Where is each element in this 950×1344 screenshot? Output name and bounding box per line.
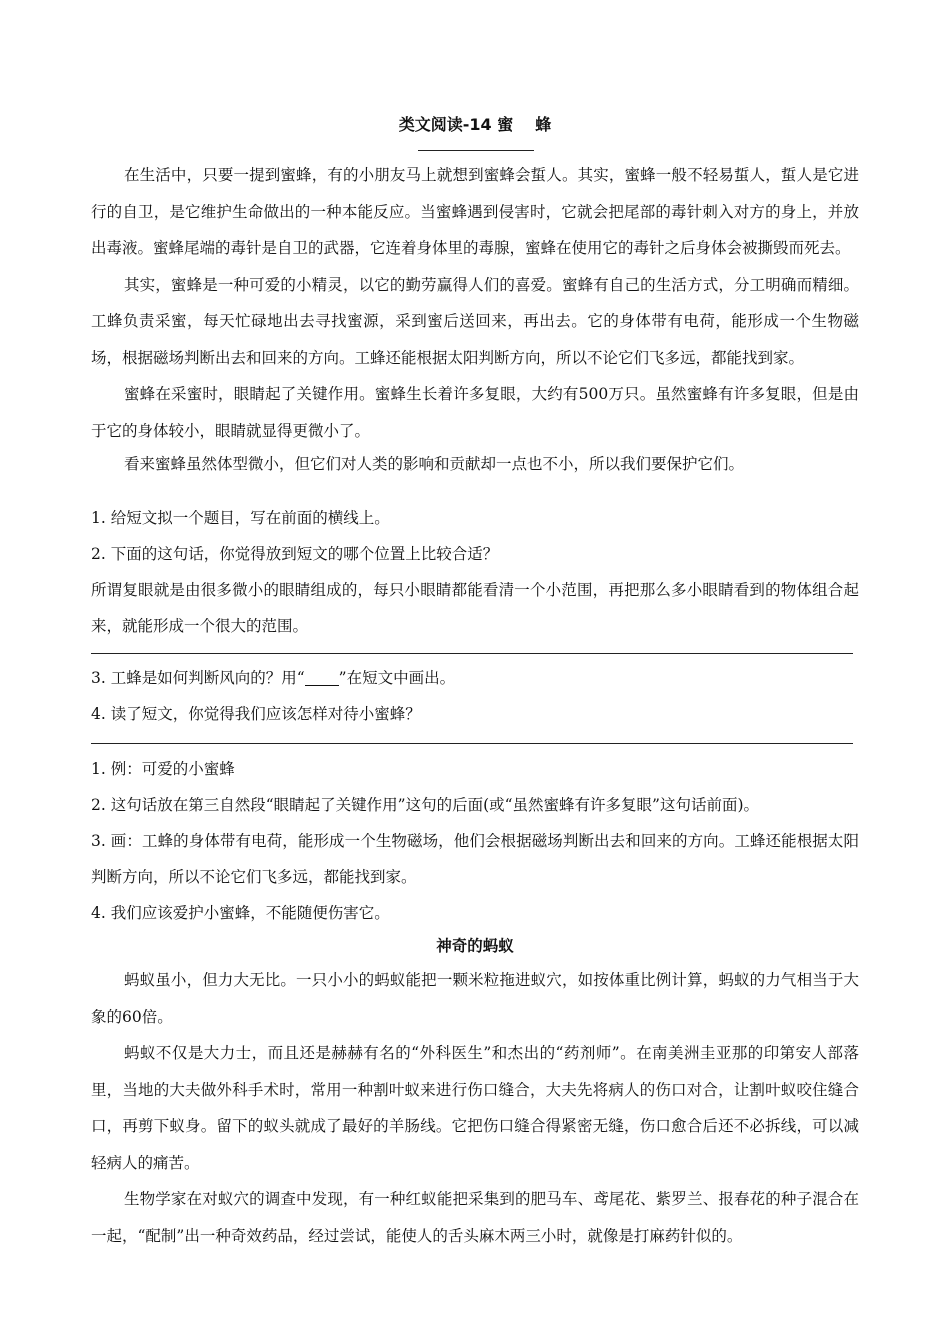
answer-line	[91, 743, 853, 744]
question-2: 2. 下面的这句话，你觉得放到短文的哪个位置上比较合适？	[91, 545, 499, 563]
answer-1: 1. 例：可爱的小蜜蜂	[91, 760, 235, 778]
answer-2: 2. 这句话放在第三自然段“眼睛起了关键作用”这句的后面(或“虽然蜜蜂有许多复眼”这句话前面)。	[91, 796, 760, 814]
question-3: 3. 工蜂是如何判断风向的？用“ ”在短文中画出。	[91, 669, 456, 687]
section-title: 神奇的蚂蚁	[436, 937, 514, 955]
question-4: 4. 读了短文，你觉得我们应该怎样对待小蜜蜂？	[91, 705, 421, 723]
paragraph: 其实，蜜蜂是一种可爱的小精灵，以它的勤劳赢得人们的喜爱。蜜蜂有自己的生活方式，分工明确而精细。工蜂负责采蜜，每天忙碌地出去寻找蜜源，采到蜜后送回来，再出去。它的身体带有电荷，能形成一个生物磁场，根据磁场判断出去和回来的方向。工蜂还能根据太阳判断方向，所以不论它们飞多远，都能找到家。	[91, 275, 859, 367]
passage-ants	[91, 962, 859, 1254]
answer-4: 4. 我们应该爱护小蜜蜂，不能随便伤害它。	[91, 904, 390, 922]
questions-section-2	[91, 660, 859, 732]
question-2-sentence: 所谓复眼就是由很多微小的眼睛组成的，每只小眼睛都能看清一个小范围，再把那么多小眼睛看到的物体组合起来，就能形成一个很大的范围。	[91, 581, 859, 635]
paragraph: 生物学家在对蚁穴的调查中发现，有一种红蚁能把采集到的肥马车、鸢尾花、紫罗兰、报春花的种子混合在一起，“配制”出一种奇效药品，经过尝试，能使人的舌头麻木两三小时，就像是打麻药针似的。	[91, 1190, 859, 1245]
paragraph: 蚂蚁虽小，但力大无比。一只小小的蚂蚁能把一颗米粒拖进蚁穴，如按体重比例计算，蚂蚁的力气相当于大象的60倍。	[91, 971, 859, 1026]
page-title	[0, 112, 950, 135]
answer-3: 3. 画：工蜂的身体带有电荷，能形成一个生物磁场，他们会根据磁场判断出去和回来的方向。工蜂还能根据太阳判断方向，所以不论它们飞多远，都能找到家。	[91, 832, 859, 886]
title-second: 蜂	[535, 115, 552, 134]
answer-line	[91, 653, 853, 654]
underline-mark	[305, 669, 339, 686]
paragraph: 在生活中，只要一提到蜜蜂，有的小朋友马上就想到蜜蜂会蜇人。其实，蜜蜂一般不轻易蜇人，蜇人是它进行的自卫，是它维护生命做出的一种本能反应。当蜜蜂遇到侵害时，它就会把尾部的毒针刺入对方的身上，并放出毒液。蜜蜂尾端的毒针是自卫的武器，它连着身体里的毒腺，蜜蜂在使用它的毒针之后身体会被撕毁而死去。	[91, 166, 859, 257]
paragraph: 蜜蜂在采蜜时，眼睛起了关键作用。蜜蜂生长着许多复眼，大约有500万只。虽然蜜蜂有许多复眼，但是由于它的身体较小，眼睛就显得更微小了。	[91, 385, 859, 440]
paragraph: 看来蜜蜂虽然体型微小，但它们对人类的影响和贡献却一点也不小，所以我们要保护它们。	[124, 455, 745, 473]
title-answer-line	[418, 150, 534, 151]
paragraph: 蚂蚁不仅是大力士，而且还是赫赫有名的“外科医生”和杰出的“药剂师”。在南美洲圭亚那的印第安人部落里，当地的大夫做外科手术时，常用一种割叶蚁来进行伤口缝合，大夫先将病人的伤口对合，让割叶蚁咬住缝合口，再剪下蚁身。留下的蚁头就成了最好的羊肠线。它把伤口缝合得紧密无缝，伤口愈合后还不必拆线，可以减轻病人的痛苦。	[91, 1044, 859, 1172]
passage-bees	[91, 157, 859, 480]
question-1: 1. 给短文拟一个题目，写在前面的横线上。	[91, 509, 390, 527]
title-main: 类文阅读-14 蜜	[398, 115, 514, 134]
questions-section	[91, 500, 859, 644]
answers-section	[91, 751, 859, 931]
